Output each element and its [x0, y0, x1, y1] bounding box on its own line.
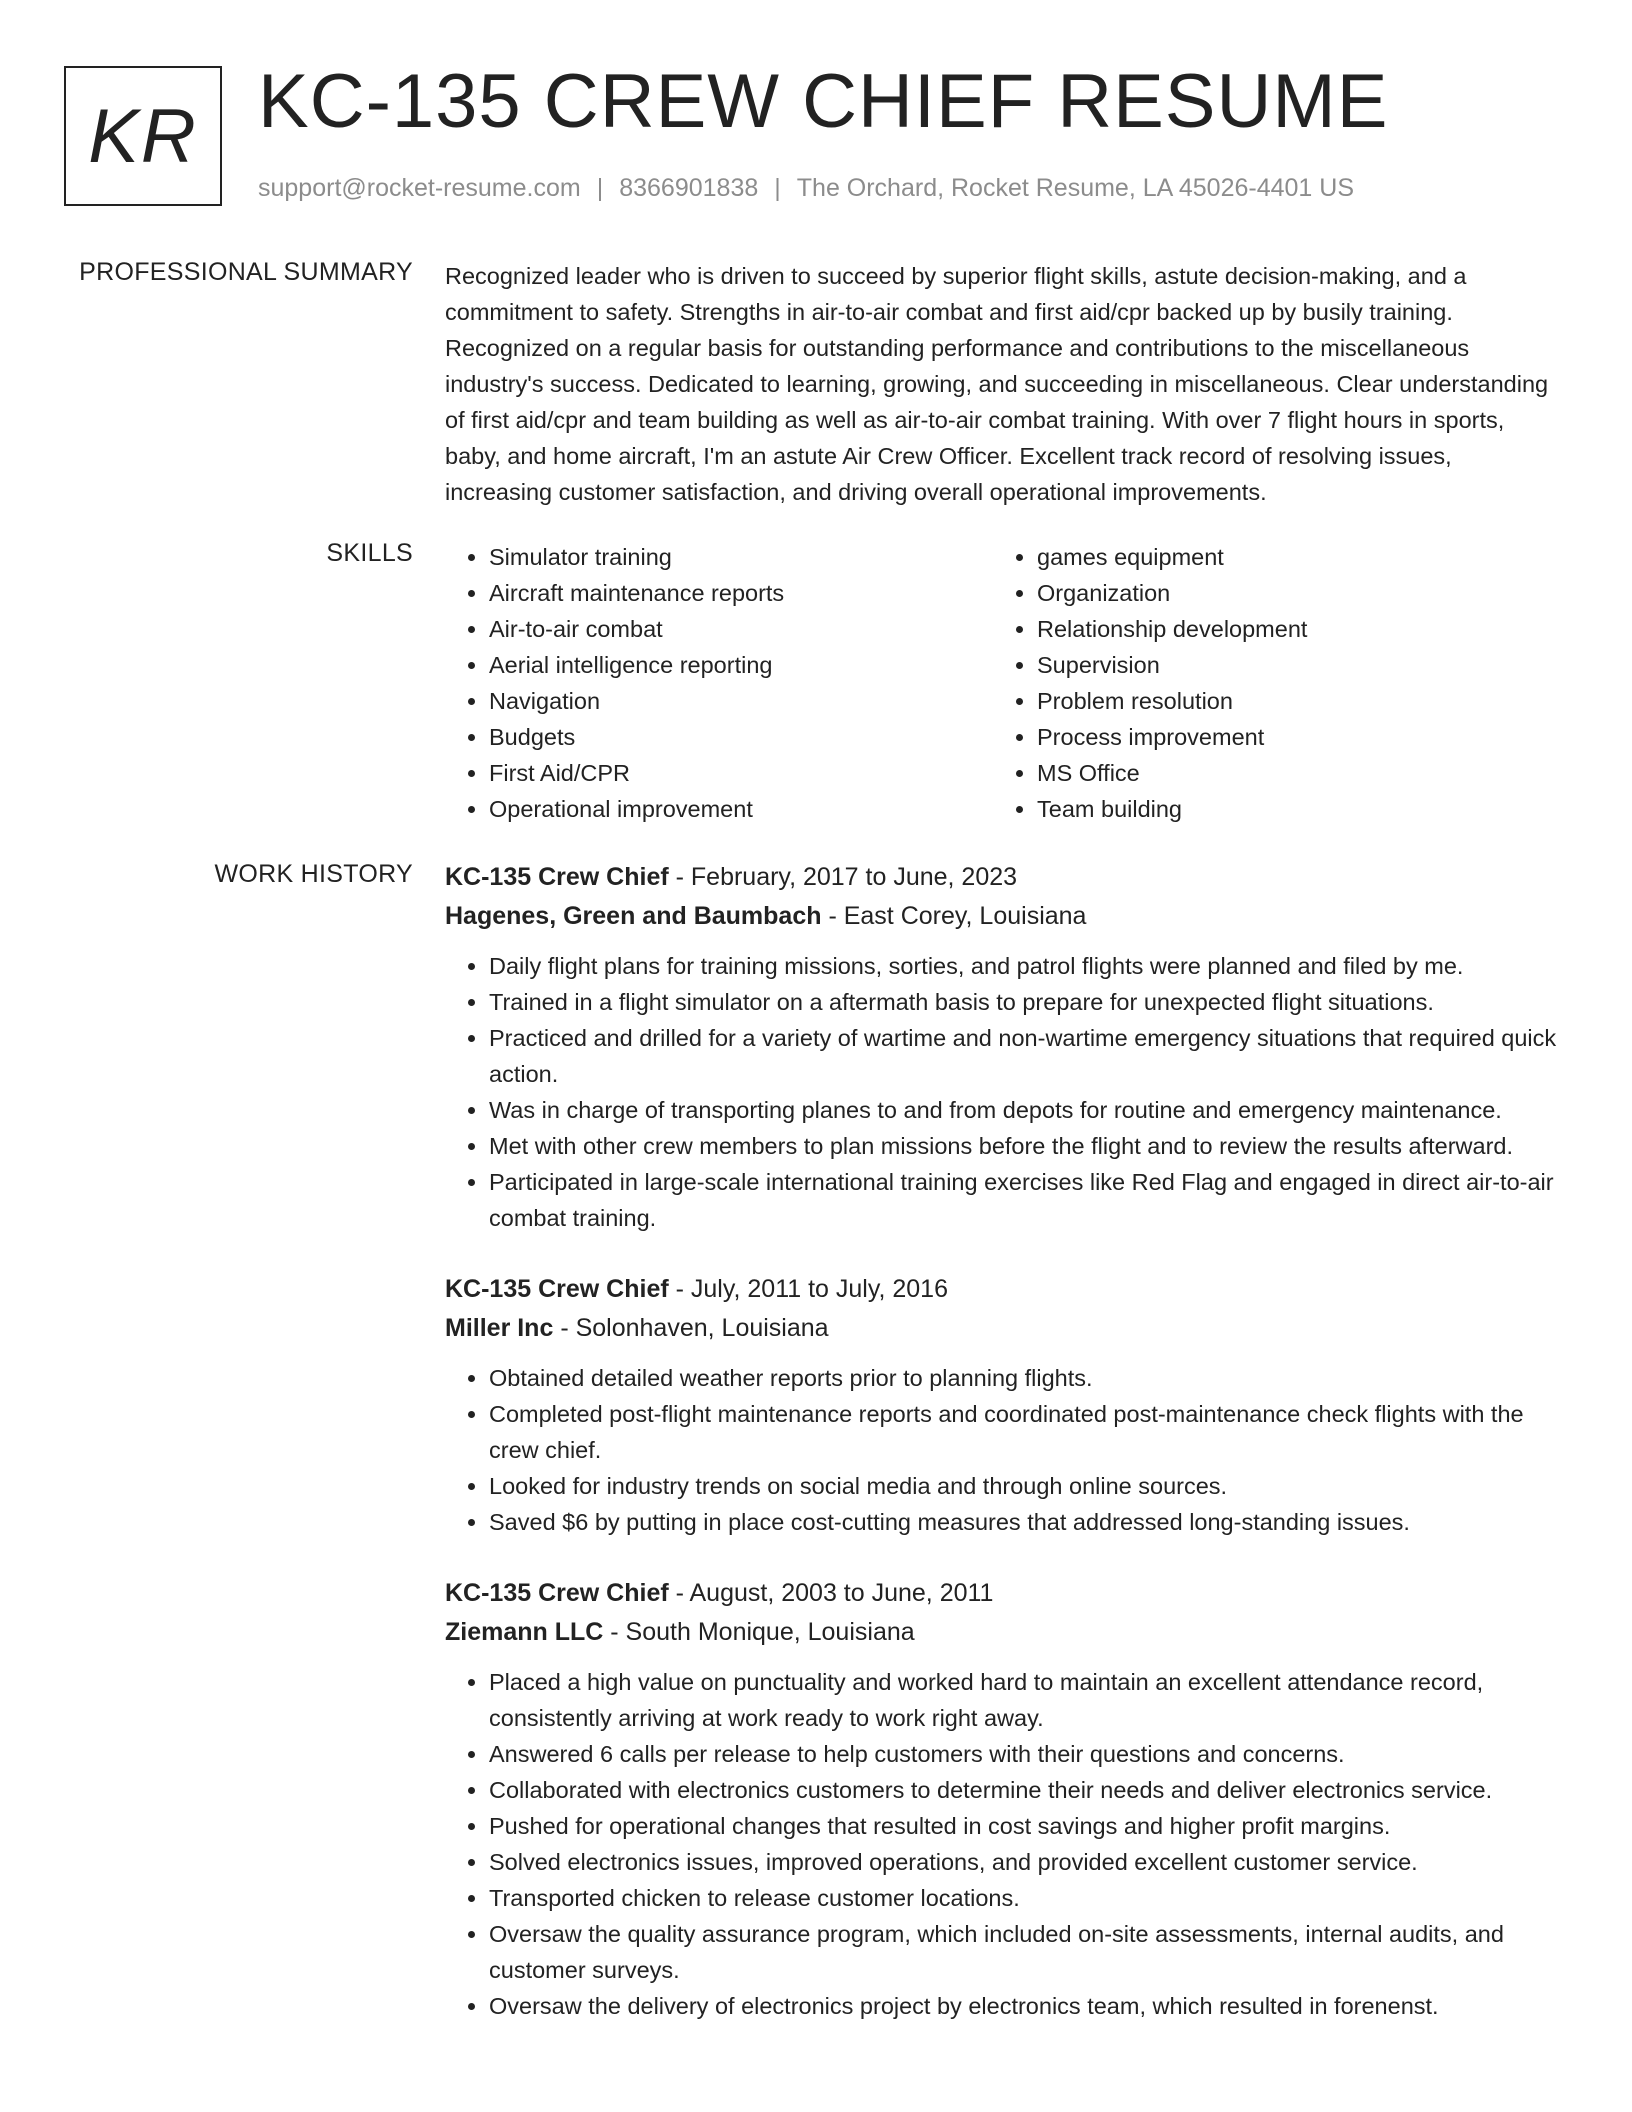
- job-role: KC-135 Crew Chief: [445, 1579, 669, 1607]
- skill-item: • Problem resolution: [1037, 683, 1541, 719]
- skills-list-right: [993, 539, 1541, 827]
- job-bullet: • Daily flight plans for training missions, sorties, and patrol flights were planned and filed by me.: [489, 948, 1565, 984]
- skill-item: • Simulator training: [489, 539, 993, 575]
- skill-item: • Air-to-air combat: [489, 611, 993, 647]
- job-role-line: [445, 1270, 1565, 1309]
- skill-item: • Aircraft maintenance reports: [489, 575, 993, 611]
- skill-item: • First Aid/CPR: [489, 755, 993, 791]
- job-dates: - July, 2011 to July, 2016: [668, 1275, 948, 1303]
- job-bullet: • Participated in large-scale international training exercises like Red Flag and engaged in direct air-to-air combat training.: [489, 1164, 1565, 1236]
- job-location: - Solonhaven, Louisiana: [553, 1314, 829, 1342]
- contact-line: [258, 174, 1354, 203]
- job-role-line: [445, 858, 1565, 897]
- contact-address: The Orchard, Rocket Resume, LA 45026-4401 US: [796, 174, 1355, 202]
- job-bullet: • Was in charge of transporting planes to and from depots for routine and emergency maintenance.: [489, 1092, 1565, 1128]
- resume-title: KC-135 CREW CHIEF RESUME: [258, 59, 1389, 144]
- job-bullet: • Answered 6 calls per release to help customers with their questions and concerns.: [489, 1736, 1565, 1772]
- job-company-line: [445, 1613, 1565, 1652]
- skill-item: • Team building: [1037, 791, 1541, 827]
- job-bullet: • Completed post-flight maintenance reports and coordinated post-maintenance check flights with the crew chief.: [489, 1396, 1565, 1468]
- skill-item: • MS Office: [1037, 755, 1541, 791]
- job-bullet: • Placed a high value on punctuality and worked hard to maintain an excellent attendance record, consistently arriving at work ready to work right away.: [489, 1664, 1565, 1736]
- job-bullet: • Solved electronics issues, improved operations, and provided excellent customer service.: [489, 1844, 1565, 1880]
- job-entry: [445, 858, 1565, 1236]
- summary-body: [445, 258, 1565, 510]
- job-bullet: • Saved $6 by putting in place cost-cutting measures that addressed long-standing issues.: [489, 1504, 1565, 1540]
- job-bullet: • Transported chicken to release customer locations.: [489, 1880, 1565, 1916]
- skill-item: • games equipment: [1037, 539, 1541, 575]
- job-bullet: • Collaborated with electronics customers to determine their needs and deliver electronics service.: [489, 1772, 1565, 1808]
- contact-email[interactable]: support@rocket-resume.com: [258, 174, 581, 202]
- skill-item: • Relationship development: [1037, 611, 1541, 647]
- job-bullet-list: [445, 1360, 1565, 1540]
- contact-separator: |: [596, 174, 604, 202]
- skills-body: [445, 539, 1565, 827]
- job-location: - East Corey, Louisiana: [821, 902, 1087, 930]
- job-bullet-list: [445, 948, 1565, 1236]
- job-role-line: [445, 1574, 1565, 1613]
- contact-phone[interactable]: 8366901838: [619, 174, 759, 202]
- contact-separator: |: [774, 174, 781, 202]
- skill-item: • Process improvement: [1037, 719, 1541, 755]
- job-bullet: • Oversaw the delivery of electronics project by electronics team, which resulted in forenenst.: [489, 1988, 1565, 2024]
- job-location: - South Monique, Louisiana: [603, 1618, 915, 1646]
- section-title-skills: SKILLS: [326, 539, 413, 567]
- job-dates: - February, 2017 to June, 2023: [668, 863, 1018, 891]
- monogram-logo: KR: [64, 66, 222, 206]
- skill-item: • Operational improvement: [489, 791, 993, 827]
- job-role: KC-135 Crew Chief: [445, 1275, 669, 1303]
- resume-header: [64, 59, 1564, 216]
- job-company-line: [445, 1309, 1565, 1348]
- skill-item: • Organization: [1037, 575, 1541, 611]
- job-company: Ziemann LLC: [445, 1618, 604, 1646]
- skill-item: • Aerial intelligence reporting: [489, 647, 993, 683]
- job-company: Hagenes, Green and Baumbach: [445, 902, 822, 930]
- work-history-body: [445, 858, 1565, 2058]
- job-dates: - August, 2003 to June, 2011: [668, 1579, 994, 1607]
- skill-item: • Supervision: [1037, 647, 1541, 683]
- section-title-work-history: WORK HISTORY: [214, 860, 413, 888]
- job-bullet-list: [445, 1664, 1565, 2024]
- job-entry: [445, 1574, 1565, 2024]
- job-bullet: • Trained in a flight simulator on a aftermath basis to prepare for unexpected flight situations.: [489, 984, 1565, 1020]
- job-bullet: • Practiced and drilled for a variety of wartime and non-wartime emergency situations that required quick action.: [489, 1020, 1565, 1092]
- job-role: KC-135 Crew Chief: [445, 863, 669, 891]
- job-bullet: • Obtained detailed weather reports prior to planning flights.: [489, 1360, 1565, 1396]
- summary-text: Recognized leader who is driven to succeed by superior flight skills, astute decision-making, and a commitment to safety. Strengths in air-to-air combat and first aid/cpr backed up by busily training. Recognized on a regular basis for outstanding performance and contributions to the miscellaneous industry's success. Dedicated to learning, growing, and succeeding in miscellaneous. Clear understanding of first aid/cpr and team building as well as air-to-air combat training. With over 7 flight hours in sports, baby, and home aircraft, I'm an astute Air Crew Officer. Excellent track record of resolving issues, increasing customer satisfaction, and driving overall operational improvements.: [445, 263, 1549, 505]
- job-bullet: • Met with other crew members to plan missions before the flight and to review the results afterward.: [489, 1128, 1565, 1164]
- job-entry: [445, 1270, 1565, 1540]
- skill-item: • Navigation: [489, 683, 993, 719]
- job-company-line: [445, 897, 1565, 936]
- job-bullet: • Pushed for operational changes that resulted in cost savings and higher profit margins.: [489, 1808, 1565, 1844]
- job-bullet: • Oversaw the quality assurance program, which included on-site assessments, internal audits, and customer surveys.: [489, 1916, 1565, 1988]
- section-title-summary: PROFESSIONAL SUMMARY: [79, 258, 413, 286]
- job-company: Miller Inc: [445, 1314, 554, 1342]
- skill-item: • Budgets: [489, 719, 993, 755]
- skills-list-left: [445, 539, 993, 827]
- job-bullet: • Looked for industry trends on social media and through online sources.: [489, 1468, 1565, 1504]
